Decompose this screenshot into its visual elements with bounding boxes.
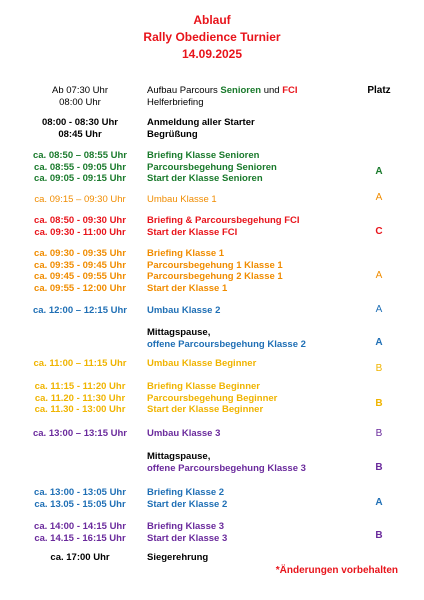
time-line: ca. 11.20 - 11:30 Uhr [34,392,126,404]
platz-value: A [375,337,383,348]
platz-value: A [375,192,383,203]
time-line: ca. 08:55 - 09:05 Uhr [34,161,126,173]
platz-value: C [375,226,383,237]
footnote: *Änderungen vorbehalten [275,565,398,576]
time-line: ca. 09:30 - 09:35 Uhr [34,248,126,259]
activity-line: Start der Klasse 3 [147,532,228,544]
activity-line: Briefing Klasse 1 [147,248,225,259]
time-line: ca. 09:45 - 09:55 Uhr [34,271,126,282]
time-line: 08:00 - 08:30 Uhr [41,117,119,128]
time-line: ca. 09:05 - 09:15 Uhr [34,173,126,184]
page-title: Ablauf [193,13,231,27]
platz-value: B [375,462,383,473]
platz-value: B [375,428,383,439]
intro-activity-2: Helferbriefing [147,97,204,108]
activity-line: Anmeldung aller Starter [147,117,255,128]
activity-line: Mittagspause, [147,451,211,462]
event-date: 14.09.2025 [181,47,243,61]
activity-line: Start der Klasse Beginner [147,404,264,415]
activity-line: Umbau Klasse Beginner [147,358,257,369]
time-line: ca. 17:00 Uhr [50,552,110,563]
activity-line: Start der Klasse FCI [147,226,238,238]
activity-line: Umbau Klasse 1 [147,194,217,205]
time-line: 08:45 Uhr [58,128,102,140]
activity-line: Briefing Klasse Beginner [147,381,260,392]
time-line: ca. 11.30 - 13:00 Uhr [34,404,126,415]
activity-line: Siegerehrung [147,552,209,563]
intro-time-2: 08:00 Uhr [59,97,101,108]
platz-value: B [375,530,383,541]
activity-line: Briefing Klasse Senioren [147,150,260,161]
time-line: ca. 08:50 – 08:55 Uhr [32,150,127,161]
activity-line: Briefing & Parcoursbegehung FCI [147,215,300,226]
platz-header: Platz [367,85,391,96]
intro-time-1: Ab 07:30 Uhr [52,85,108,96]
time-line: ca. 14:00 - 14:15 Uhr [34,521,126,532]
time-line: ca. 09:35 - 09:45 Uhr [34,259,126,271]
platz-value: A [375,166,383,177]
activity-line: Parcoursbegehung 2 Klasse 1 [147,271,283,282]
platz-value: B [375,398,383,409]
time-line: ca. 09:15 – 09:30 Uhr [34,194,126,205]
activity-line: Mittagspause, [147,327,211,338]
time-line: ca. 14.15 - 16:15 Uhr [34,532,126,544]
activity-line: Umbau Klasse 2 [147,305,221,316]
activity-line: Parcoursbegehung 1 Klasse 1 [147,259,283,271]
time-line: ca. 09:30 - 11:00 Uhr [34,226,126,238]
event-title: Rally Obedience Turnier [143,30,281,44]
activity-line: Start der Klasse 2 [147,498,228,510]
intro-activity-senioren: Senioren [220,85,262,96]
activity-line: Start der Klasse Senioren [147,173,263,184]
time-line: ca. 13:00 - 13:05 Uhr [34,487,126,498]
intro-activity-mid: und [261,85,283,96]
activity-line: Begrüßung [147,128,198,140]
time-line: ca. 12:00 – 12:15 Uhr [32,305,127,316]
activity-line: Briefing Klasse 3 [147,521,225,532]
platz-value: B [375,363,383,374]
intro-activity-1 [147,85,298,97]
time-line: ca. 09:55 - 12:00 Uhr [34,282,126,294]
activity-line: Parcoursbegehung Senioren [147,161,277,173]
activity-line: Parcoursbegehung Beginner [147,392,278,404]
time-line: ca. 13:00 – 13:15 Uhr [32,428,127,439]
activity-line: offene Parcoursbegehung Klasse 2 [147,338,306,350]
platz-value: A [375,497,383,508]
intro-activity-prefix: Aufbau Parcours [147,85,221,96]
time-line: ca. 11:15 - 11:20 Uhr [34,381,126,392]
platz-value: A [375,270,383,281]
time-line: ca. 13.05 - 15:05 Uhr [34,498,126,510]
activity-line: Start der Klasse 1 [147,282,228,294]
activity-line: Umbau Klasse 3 [147,428,221,439]
activity-line: Briefing Klasse 2 [147,487,225,498]
activity-line: offene Parcoursbegehung Klasse 3 [147,462,306,474]
time-line: ca. 08:50 - 09:30 Uhr [34,215,126,226]
intro-activity-fci: FCI [282,85,298,96]
platz-value: A [375,304,383,315]
time-line: ca. 11:00 – 11:15 Uhr [33,358,127,369]
